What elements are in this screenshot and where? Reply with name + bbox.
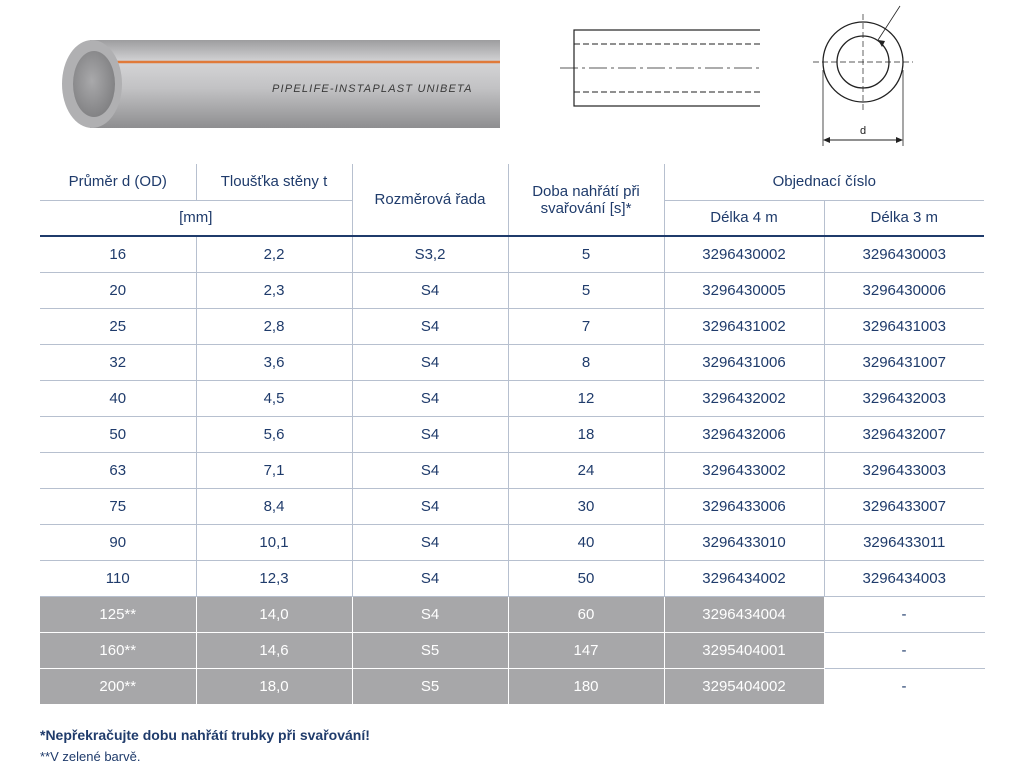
- cell-diameter: 40: [40, 380, 196, 416]
- cell-order-3m: 3296433011: [824, 524, 984, 560]
- cell-heating-time: 12: [508, 380, 664, 416]
- cell-wall: 2,8: [196, 308, 352, 344]
- cell-order-3m: 3296432003: [824, 380, 984, 416]
- table-row: [40, 668, 984, 704]
- cell-diameter: 75: [40, 488, 196, 524]
- cell-order-3m: 3296431003: [824, 308, 984, 344]
- pipe-cross-section-drawing: [808, 0, 928, 150]
- table-row: [40, 272, 984, 308]
- cell-wall: 7,1: [196, 452, 352, 488]
- cell-series: S4: [352, 308, 508, 344]
- cell-series: S4: [352, 380, 508, 416]
- header-length-3m: Délka 3 m: [824, 200, 984, 236]
- cell-diameter: 90: [40, 524, 196, 560]
- cell-wall: 10,1: [196, 524, 352, 560]
- pipe-image: [60, 18, 500, 138]
- cell-heating-time: 5: [508, 272, 664, 308]
- cell-order-3m: 3296431007: [824, 344, 984, 380]
- pipe-side-drawing: [560, 18, 760, 118]
- table-row: [40, 452, 984, 488]
- cell-diameter: 125**: [40, 596, 196, 632]
- header-heating-time: [508, 164, 664, 236]
- table-row: [40, 236, 984, 272]
- cell-series: S4: [352, 344, 508, 380]
- header-unit: [mm]: [40, 200, 352, 236]
- cell-heating-time: 60: [508, 596, 664, 632]
- cell-order-4m: 3296433006: [664, 488, 824, 524]
- cell-order-3m: -: [824, 596, 984, 632]
- cell-order-3m: 3296432007: [824, 416, 984, 452]
- cell-order-3m: 3296434003: [824, 560, 984, 596]
- cell-heating-time: 18: [508, 416, 664, 452]
- cell-diameter: 200**: [40, 668, 196, 704]
- cell-heating-time: 180: [508, 668, 664, 704]
- header-heating-line1: Doba nahřátí při: [532, 182, 640, 200]
- cell-wall: 2,2: [196, 236, 352, 272]
- diameter-label: d: [860, 125, 867, 137]
- header-series: Rozměrová řada: [352, 164, 508, 236]
- cell-order-3m: 3296433007: [824, 488, 984, 524]
- table-row: [40, 416, 984, 452]
- cell-order-4m: 3296430002: [664, 236, 824, 272]
- header-wall: Tloušťka stěny t: [196, 164, 352, 200]
- cell-series: S4: [352, 488, 508, 524]
- cell-diameter: 50: [40, 416, 196, 452]
- table-row: [40, 560, 984, 596]
- cell-order-3m: -: [824, 632, 984, 668]
- cell-wall: 14,0: [196, 596, 352, 632]
- cell-wall: 5,6: [196, 416, 352, 452]
- cell-heating-time: 40: [508, 524, 664, 560]
- cell-series: S4: [352, 596, 508, 632]
- cell-heating-time: 8: [508, 344, 664, 380]
- table-row: [40, 308, 984, 344]
- cell-diameter: 63: [40, 452, 196, 488]
- cell-order-4m: 3296433002: [664, 452, 824, 488]
- cell-series: S5: [352, 668, 508, 704]
- header-heating-line2: svařování [s]*: [540, 199, 632, 217]
- cell-wall: 12,3: [196, 560, 352, 596]
- cell-diameter: 160**: [40, 632, 196, 668]
- cell-wall: 18,0: [196, 668, 352, 704]
- cell-heating-time: 50: [508, 560, 664, 596]
- cell-wall: 8,4: [196, 488, 352, 524]
- cell-order-4m: 3296431006: [664, 344, 824, 380]
- cell-heating-time: 30: [508, 488, 664, 524]
- cell-order-3m: 3296430003: [824, 236, 984, 272]
- cell-heating-time: 5: [508, 236, 664, 272]
- cell-series: S4: [352, 416, 508, 452]
- cell-diameter: 16: [40, 236, 196, 272]
- cell-order-4m: 3295404002: [664, 668, 824, 704]
- cell-order-3m: 3296433003: [824, 452, 984, 488]
- pipe-print: PIPELIFE-INSTAPLAST UNIBETA: [272, 83, 473, 95]
- cell-order-4m: 3296431002: [664, 308, 824, 344]
- cell-order-4m: 3296433010: [664, 524, 824, 560]
- cell-order-4m: 3296432002: [664, 380, 824, 416]
- cell-order-3m: 3296430006: [824, 272, 984, 308]
- table-row: [40, 344, 984, 380]
- cell-diameter: 32: [40, 344, 196, 380]
- cell-wall: 4,5: [196, 380, 352, 416]
- cell-diameter: 110: [40, 560, 196, 596]
- cell-order-4m: 3295404001: [664, 632, 824, 668]
- table-row: [40, 488, 984, 524]
- table-row: [40, 380, 984, 416]
- cell-wall: 14,6: [196, 632, 352, 668]
- header-order-number: Objednací číslo: [664, 164, 984, 200]
- cell-series: S4: [352, 524, 508, 560]
- cell-heating-time: 7: [508, 308, 664, 344]
- header-length-4m: Délka 4 m: [664, 200, 824, 236]
- cell-order-4m: 3296430005: [664, 272, 824, 308]
- note-green: **V zelené barvě.: [40, 749, 141, 764]
- cell-heating-time: 147: [508, 632, 664, 668]
- cell-series: S4: [352, 560, 508, 596]
- cell-order-4m: 3296434002: [664, 560, 824, 596]
- product-table: [40, 164, 985, 705]
- cell-order-3m: -: [824, 668, 984, 704]
- cell-order-4m: 3296434004: [664, 596, 824, 632]
- cell-order-4m: 3296432006: [664, 416, 824, 452]
- table-row: [40, 632, 984, 668]
- cell-series: S4: [352, 452, 508, 488]
- cell-series: S5: [352, 632, 508, 668]
- cell-series: S3,2: [352, 236, 508, 272]
- cell-wall: 3,6: [196, 344, 352, 380]
- header-diameter: Průměr d (OD): [40, 164, 196, 200]
- note-warning: *Nepřekračujte dobu nahřátí trubky při svařování!: [40, 727, 370, 743]
- table-body: [40, 236, 984, 704]
- cell-heating-time: 24: [508, 452, 664, 488]
- table-row: [40, 596, 984, 632]
- cell-series: S4: [352, 272, 508, 308]
- cell-wall: 2,3: [196, 272, 352, 308]
- table-row: [40, 524, 984, 560]
- cell-diameter: 25: [40, 308, 196, 344]
- cell-diameter: 20: [40, 272, 196, 308]
